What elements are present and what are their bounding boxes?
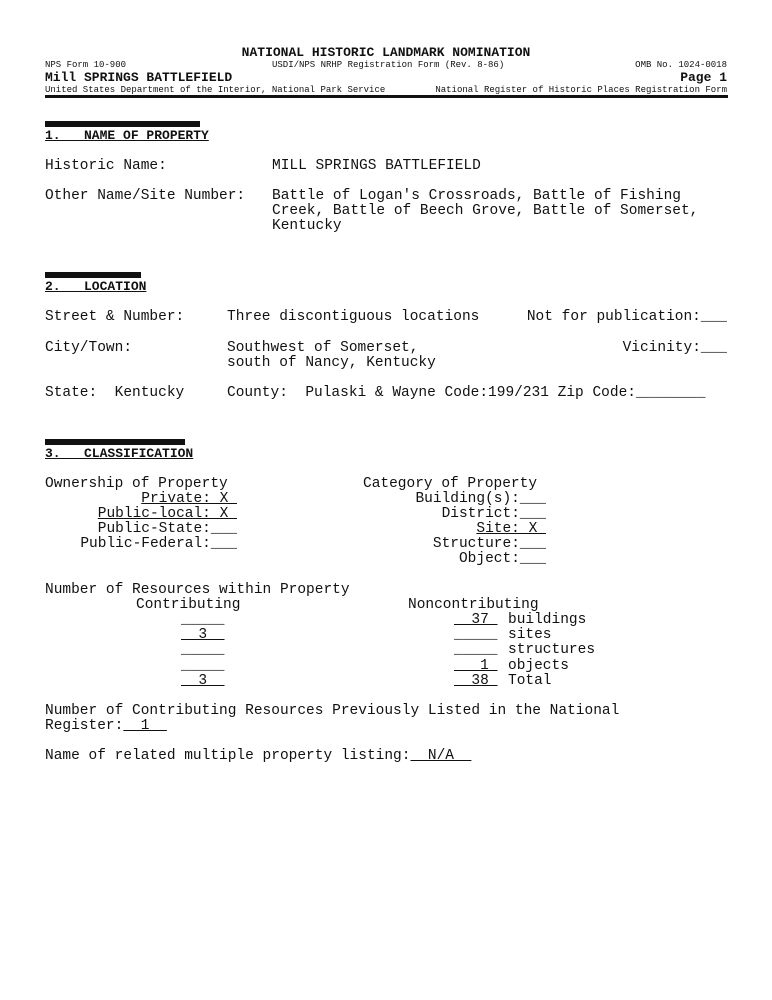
category-object: Object:___ — [458, 551, 546, 567]
section-2-heading: 2. LOCATION — [45, 279, 147, 294]
label-buildings: buildings — [508, 612, 587, 628]
historic-name-label: Historic Name: — [45, 158, 167, 174]
header-rule — [45, 95, 728, 98]
previously-listed-line-1: Number of Contributing Resources Previously Listed in the National — [45, 703, 620, 719]
city-label: City/Town: — [45, 340, 133, 356]
section-1-bar — [45, 121, 200, 127]
noncontrib-total: 38 — [454, 673, 498, 689]
contrib-total: 3 — [181, 673, 225, 689]
contrib-objects: _____ — [181, 658, 225, 674]
noncontrib-buildings: 37 — [454, 612, 498, 628]
ownership-title: Ownership of Property — [45, 476, 228, 492]
label-sites: sites — [508, 627, 552, 643]
other-name-line-3: Kentucky — [272, 218, 342, 234]
contrib-buildings: _____ — [181, 612, 225, 628]
label-objects: objects — [508, 658, 569, 674]
vicinity: Vicinity:___ — [622, 340, 727, 356]
contrib-structures: _____ — [181, 642, 225, 658]
section-3-heading: 3. CLASSIFICATION — [45, 446, 194, 461]
not-for-publication: Not for publication:___ — [526, 309, 727, 325]
omb-number: OMB No. 1024-0018 — [635, 60, 727, 70]
category-title: Category of Property — [363, 476, 538, 492]
ownership-public-state: Public-State:___ — [97, 521, 237, 537]
property-name-header: Mill SPRINGS BATTLEFIELD — [45, 70, 233, 85]
county-line: County: Pulaski & Wayne Code:199/231 Zip Code:________ — [227, 385, 706, 401]
department-line: United States Department of the Interior, National Park Service — [45, 85, 386, 95]
category-site: Site: X — [476, 521, 546, 537]
section-1-heading: 1. NAME OF PROPERTY — [45, 128, 209, 143]
previously-listed-line-2: Register: 1 — [45, 718, 167, 734]
label-structures: structures — [508, 642, 596, 658]
state-line: State: Kentucky — [45, 385, 185, 401]
label-total: Total — [508, 673, 552, 689]
form-title: NATIONAL HISTORIC LANDMARK NOMINATION — [241, 45, 531, 60]
page-number: Page 1 — [680, 70, 727, 85]
related-listing: Name of related multiple property listing: N/A — [45, 748, 472, 764]
street-label: Street & Number: — [45, 309, 185, 325]
form-registration: USDI/NPS NRHP Registration Form (Rev. 8-86) — [272, 60, 505, 70]
noncontrib-structures: _____ — [454, 642, 498, 658]
noncontrib-objects: 1 — [454, 658, 498, 674]
city-line-1: Southwest of Somerset, — [227, 340, 419, 356]
other-name-line-1: Battle of Logan's Crossroads, Battle of Fishing — [272, 188, 681, 204]
historic-name-value: MILL SPRINGS BATTLEFIELD — [272, 158, 481, 174]
resources-title: Number of Resources within Property — [45, 582, 350, 598]
other-name-label: Other Name/Site Number: — [45, 188, 246, 204]
ownership-public-federal: Public-Federal:___ — [80, 536, 237, 552]
section-2-bar — [45, 272, 141, 278]
form-number: NPS Form 10-900 — [45, 60, 127, 70]
contributing-heading: Contributing — [136, 597, 241, 613]
noncontributing-heading: Noncontributing — [408, 597, 539, 613]
ownership-private: Private: X — [141, 491, 237, 507]
city-line-2: south of Nancy, Kentucky — [227, 355, 436, 371]
category-structure: Structure:___ — [432, 536, 546, 552]
other-name-line-2: Creek, Battle of Beech Grove, Battle of Somerset, — [272, 203, 699, 219]
section-3-bar — [45, 439, 185, 445]
contrib-sites: 3 — [181, 627, 225, 643]
category-district: District:___ — [441, 506, 546, 522]
register-line: National Register of Historic Places Registration Form — [435, 85, 727, 95]
ownership-public-local: Public-local: X — [97, 506, 237, 522]
street-value: Three discontiguous locations — [227, 309, 480, 325]
category-building: Building(s):___ — [415, 491, 546, 507]
noncontrib-sites: _____ — [454, 627, 498, 643]
